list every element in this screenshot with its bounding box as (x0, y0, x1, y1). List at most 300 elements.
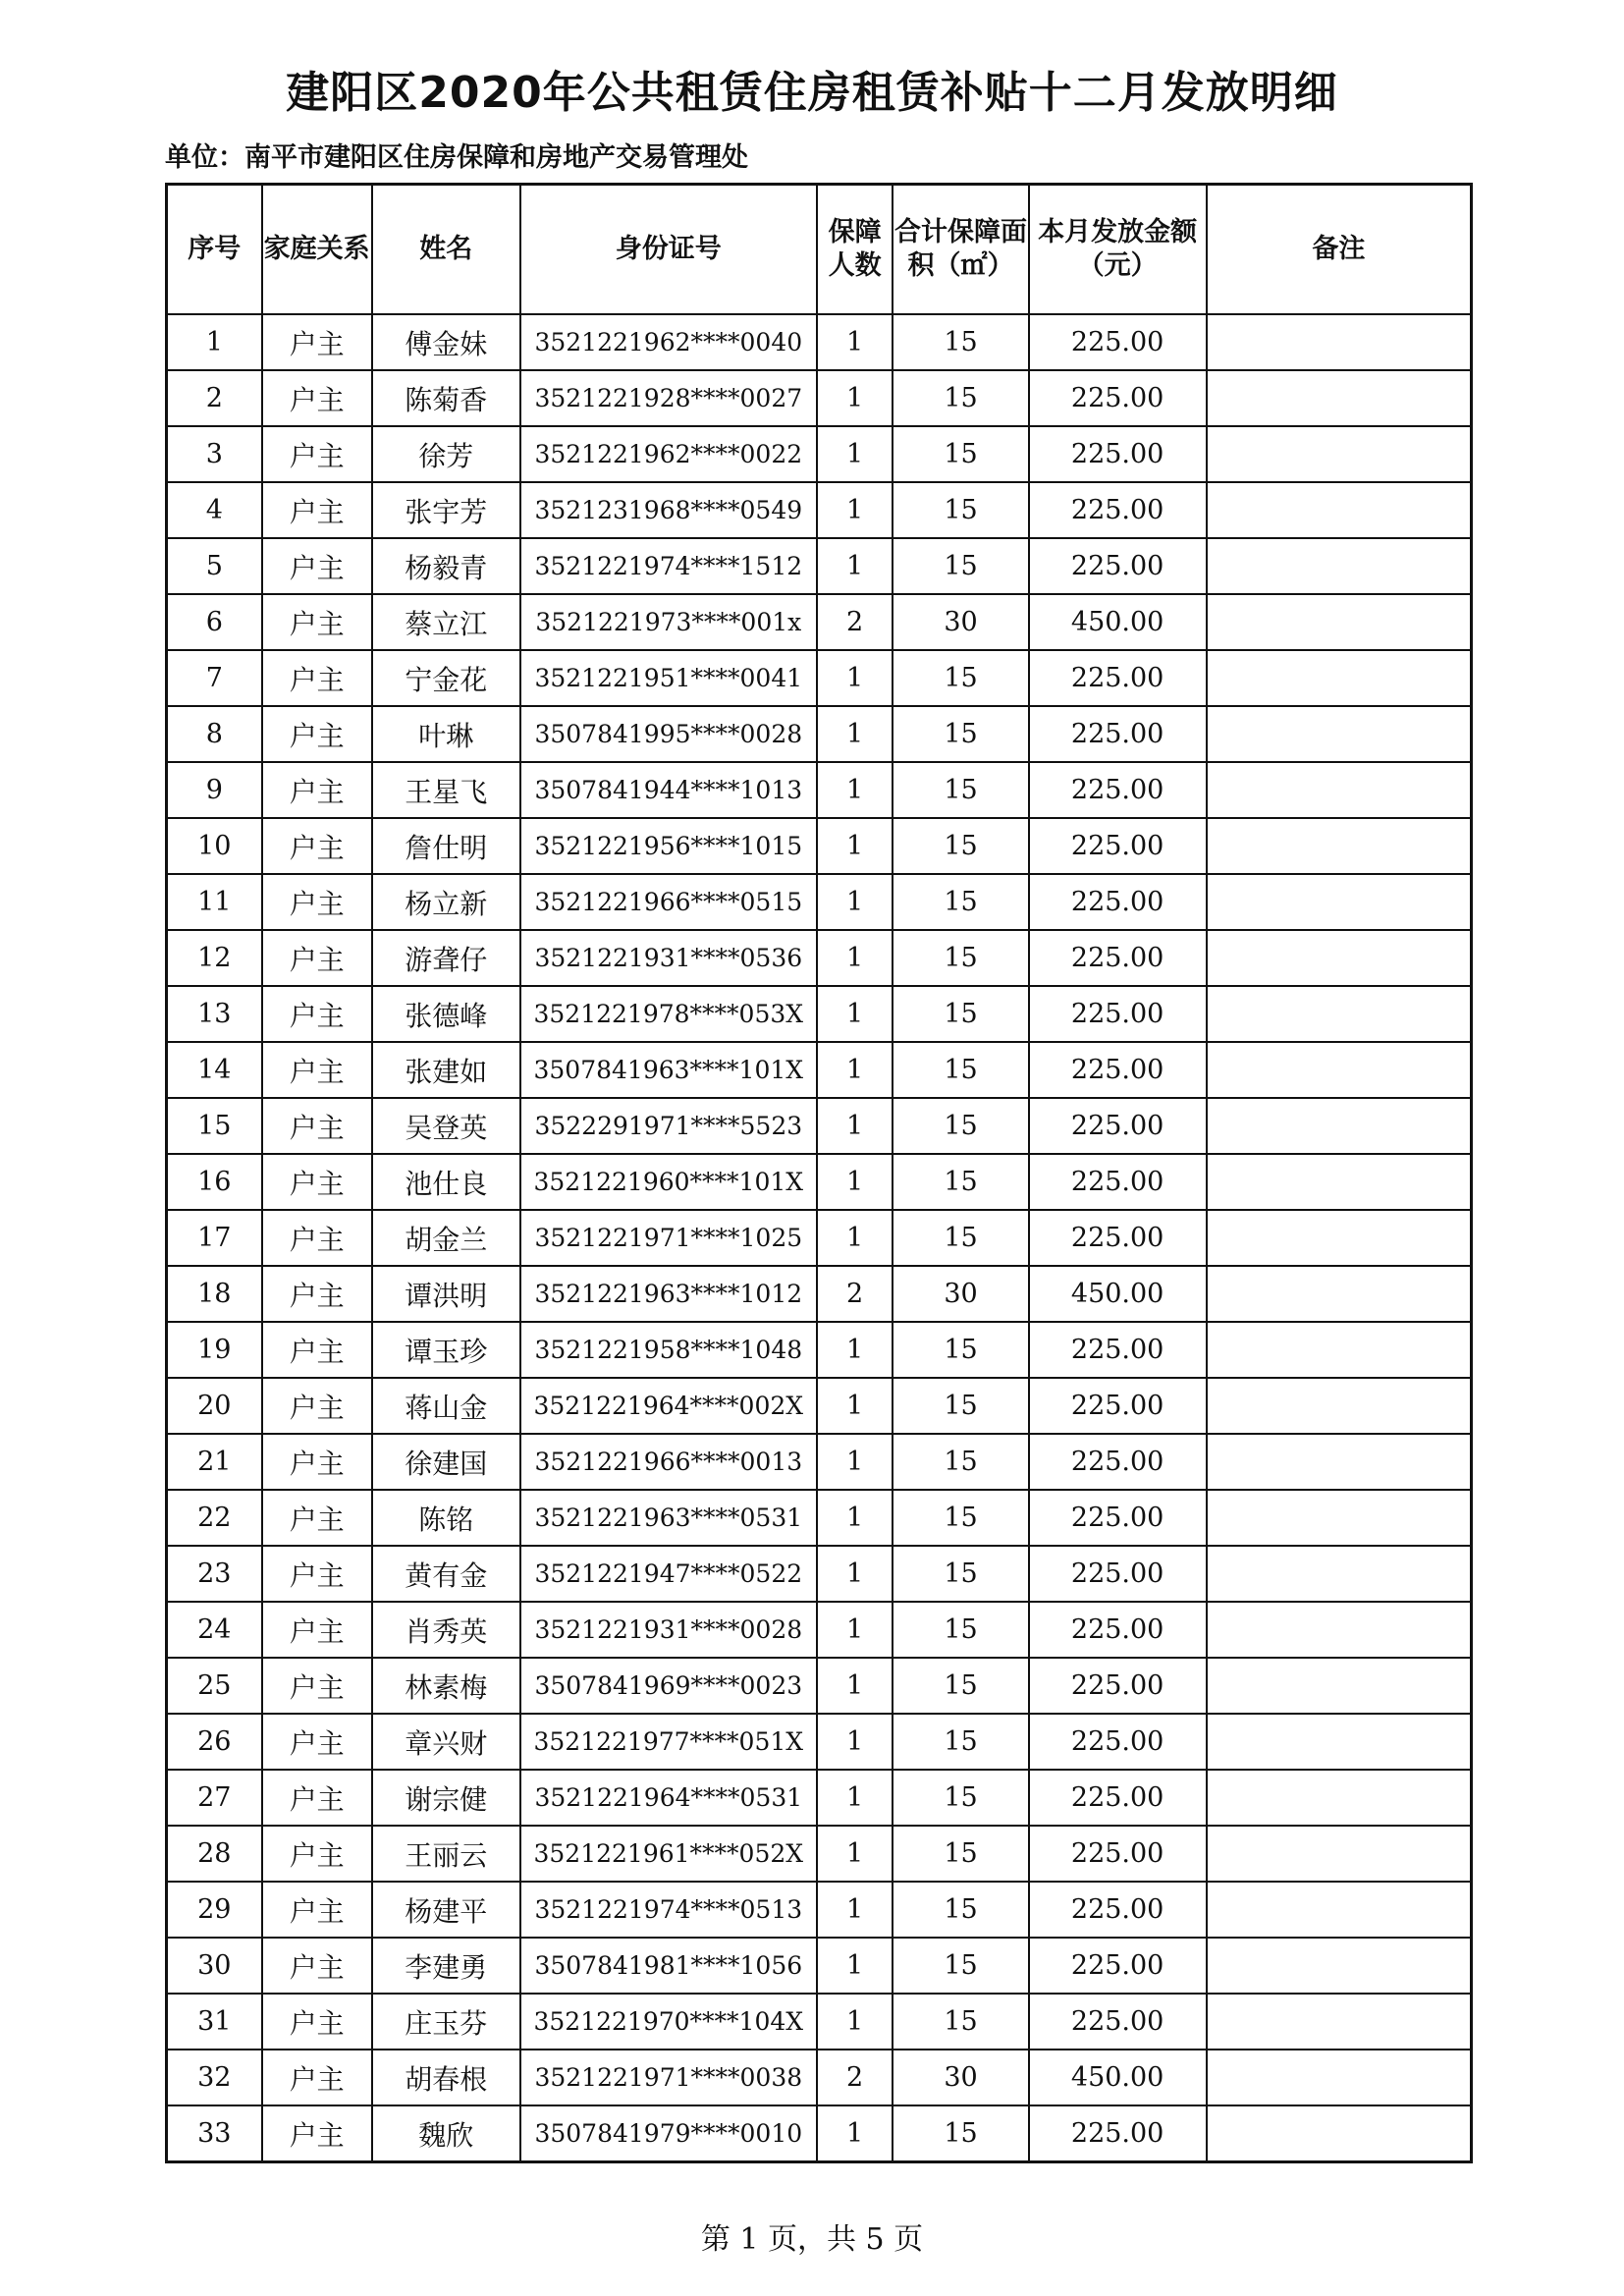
cell-amount: 225.00 (1029, 370, 1207, 426)
cell-amount: 225.00 (1029, 2105, 1207, 2162)
cell-amount: 225.00 (1029, 1042, 1207, 1098)
cell-remarks (1207, 1210, 1472, 1266)
table-row (167, 1658, 1472, 1714)
cell-seq: 12 (167, 930, 262, 986)
cell-name: 叶琳 (372, 706, 520, 762)
cell-id-number: 3521221963****1012 (520, 1266, 817, 1322)
table-row (167, 2050, 1472, 2105)
cell-amount: 225.00 (1029, 314, 1207, 370)
cell-relation: 户主 (262, 986, 372, 1042)
cell-remarks (1207, 1490, 1472, 1546)
table-row (167, 1938, 1472, 1994)
cell-persons: 2 (817, 2050, 893, 2105)
cell-amount: 450.00 (1029, 2050, 1207, 2105)
table-row (167, 1994, 1472, 2050)
cell-persons: 1 (817, 482, 893, 538)
header-amount: 本月发放金额（元） (1029, 185, 1207, 315)
cell-seq: 4 (167, 482, 262, 538)
cell-remarks (1207, 1714, 1472, 1770)
cell-id-number: 3521221963****0531 (520, 1490, 817, 1546)
cell-name: 池仕良 (372, 1154, 520, 1210)
cell-relation: 户主 (262, 1322, 372, 1378)
cell-amount: 225.00 (1029, 930, 1207, 986)
table-row (167, 1266, 1472, 1322)
cell-id-number: 3521221928****0027 (520, 370, 817, 426)
cell-id-number: 3521221947****0522 (520, 1546, 817, 1602)
cell-relation: 户主 (262, 1938, 372, 1994)
cell-id-number: 3521221974****0513 (520, 1882, 817, 1938)
cell-amount: 225.00 (1029, 1714, 1207, 1770)
cell-area: 15 (893, 1994, 1028, 2050)
cell-persons: 1 (817, 538, 893, 594)
cell-remarks (1207, 1826, 1472, 1882)
cell-id-number: 3521221956****1015 (520, 818, 817, 874)
cell-name: 杨立新 (372, 874, 520, 930)
cell-amount: 225.00 (1029, 874, 1207, 930)
cell-seq: 23 (167, 1546, 262, 1602)
cell-id-number: 3521221970****104X (520, 1994, 817, 2050)
cell-relation: 户主 (262, 482, 372, 538)
cell-area: 30 (893, 2050, 1028, 2105)
cell-persons: 1 (817, 1042, 893, 1098)
cell-seq: 20 (167, 1378, 262, 1434)
header-id-number: 身份证号 (520, 185, 817, 315)
cell-persons: 1 (817, 2105, 893, 2162)
cell-amount: 225.00 (1029, 1826, 1207, 1882)
header-relation: 家庭关系 (262, 185, 372, 315)
table-row (167, 762, 1472, 818)
cell-area: 15 (893, 1770, 1028, 1826)
header-seq: 序号 (167, 185, 262, 315)
cell-area: 15 (893, 1714, 1028, 1770)
cell-relation: 户主 (262, 706, 372, 762)
cell-id-number: 3521221973****001x (520, 594, 817, 650)
cell-area: 15 (893, 482, 1028, 538)
cell-area: 15 (893, 986, 1028, 1042)
table-row (167, 482, 1472, 538)
cell-area: 15 (893, 1938, 1028, 1994)
cell-relation: 户主 (262, 1210, 372, 1266)
table-row (167, 538, 1472, 594)
cell-remarks (1207, 930, 1472, 986)
cell-remarks (1207, 818, 1472, 874)
cell-remarks (1207, 1266, 1472, 1322)
header-persons: 保障人数 (817, 185, 893, 315)
table-row (167, 1546, 1472, 1602)
cell-relation: 户主 (262, 1042, 372, 1098)
cell-amount: 225.00 (1029, 426, 1207, 482)
cell-amount: 450.00 (1029, 1266, 1207, 1322)
cell-persons: 1 (817, 1826, 893, 1882)
cell-seq: 13 (167, 986, 262, 1042)
cell-amount: 225.00 (1029, 1546, 1207, 1602)
cell-id-number: 3521221961****052X (520, 1826, 817, 1882)
cell-name: 庄玉芬 (372, 1994, 520, 2050)
cell-name: 魏欣 (372, 2105, 520, 2162)
cell-relation: 户主 (262, 314, 372, 370)
cell-seq: 11 (167, 874, 262, 930)
cell-area: 15 (893, 874, 1028, 930)
cell-id-number: 3507841944****1013 (520, 762, 817, 818)
cell-remarks (1207, 1042, 1472, 1098)
cell-persons: 1 (817, 1714, 893, 1770)
cell-remarks (1207, 1546, 1472, 1602)
cell-seq: 9 (167, 762, 262, 818)
cell-seq: 33 (167, 2105, 262, 2162)
cell-id-number: 3521231968****0549 (520, 482, 817, 538)
cell-seq: 2 (167, 370, 262, 426)
cell-remarks (1207, 1658, 1472, 1714)
cell-persons: 1 (817, 1322, 893, 1378)
cell-id-number: 3521221978****053X (520, 986, 817, 1042)
cell-persons: 1 (817, 706, 893, 762)
cell-remarks (1207, 2050, 1472, 2105)
cell-persons: 1 (817, 1770, 893, 1826)
cell-id-number: 3521221960****101X (520, 1154, 817, 1210)
cell-id-number: 3507841969****0023 (520, 1658, 817, 1714)
table-row (167, 426, 1472, 482)
cell-name: 张宇芳 (372, 482, 520, 538)
cell-seq: 7 (167, 650, 262, 706)
cell-name: 吴登英 (372, 1098, 520, 1154)
cell-relation: 户主 (262, 1658, 372, 1714)
table-row (167, 314, 1472, 370)
cell-id-number: 3507841963****101X (520, 1042, 817, 1098)
cell-area: 30 (893, 1266, 1028, 1322)
cell-id-number: 3521221974****1512 (520, 538, 817, 594)
cell-remarks (1207, 650, 1472, 706)
cell-remarks (1207, 1434, 1472, 1490)
cell-name: 胡金兰 (372, 1210, 520, 1266)
cell-name: 林素梅 (372, 1658, 520, 1714)
table-row (167, 650, 1472, 706)
cell-relation: 户主 (262, 1266, 372, 1322)
cell-name: 胡春根 (372, 2050, 520, 2105)
cell-persons: 1 (817, 1434, 893, 1490)
cell-id-number: 3521221962****0040 (520, 314, 817, 370)
cell-area: 15 (893, 1882, 1028, 1938)
table-row (167, 1490, 1472, 1546)
cell-amount: 225.00 (1029, 1434, 1207, 1490)
cell-seq: 31 (167, 1994, 262, 2050)
cell-persons: 2 (817, 594, 893, 650)
cell-area: 15 (893, 1546, 1028, 1602)
cell-name: 王星飞 (372, 762, 520, 818)
cell-id-number: 3521221971****0038 (520, 2050, 817, 2105)
cell-remarks (1207, 538, 1472, 594)
table-row (167, 1210, 1472, 1266)
cell-name: 杨建平 (372, 1882, 520, 1938)
cell-seq: 6 (167, 594, 262, 650)
cell-area: 15 (893, 2105, 1028, 2162)
cell-id-number: 3521221971****1025 (520, 1210, 817, 1266)
cell-relation: 户主 (262, 1994, 372, 2050)
cell-area: 15 (893, 762, 1028, 818)
table-body (167, 314, 1472, 2162)
header-name: 姓名 (372, 185, 520, 315)
cell-relation: 户主 (262, 762, 372, 818)
cell-area: 15 (893, 1826, 1028, 1882)
cell-area: 15 (893, 650, 1028, 706)
cell-remarks (1207, 986, 1472, 1042)
table-row (167, 1098, 1472, 1154)
cell-amount: 225.00 (1029, 706, 1207, 762)
cell-relation: 户主 (262, 1602, 372, 1658)
cell-seq: 25 (167, 1658, 262, 1714)
cell-relation: 户主 (262, 2105, 372, 2162)
cell-name: 张建如 (372, 1042, 520, 1098)
cell-id-number: 3521221977****051X (520, 1714, 817, 1770)
page-indicator: 第 1 页，共 5 页 (700, 2222, 924, 2257)
cell-persons: 1 (817, 930, 893, 986)
cell-id-number: 3507841981****1056 (520, 1938, 817, 1994)
cell-persons: 1 (817, 1154, 893, 1210)
cell-remarks (1207, 1938, 1472, 1994)
cell-relation: 户主 (262, 1490, 372, 1546)
cell-amount: 225.00 (1029, 1658, 1207, 1714)
cell-persons: 1 (817, 370, 893, 426)
cell-relation: 户主 (262, 1546, 372, 1602)
cell-seq: 1 (167, 314, 262, 370)
cell-remarks (1207, 1770, 1472, 1826)
cell-seq: 26 (167, 1714, 262, 1770)
cell-name: 谢宗健 (372, 1770, 520, 1826)
cell-name: 张德峰 (372, 986, 520, 1042)
subsidy-table (165, 183, 1473, 2163)
cell-area: 30 (893, 594, 1028, 650)
table-row (167, 1602, 1472, 1658)
cell-remarks (1207, 1098, 1472, 1154)
cell-remarks (1207, 1378, 1472, 1434)
cell-name: 陈铭 (372, 1490, 520, 1546)
cell-seq: 28 (167, 1826, 262, 1882)
cell-id-number: 3521221951****0041 (520, 650, 817, 706)
table-row (167, 594, 1472, 650)
cell-persons: 1 (817, 1994, 893, 2050)
cell-amount: 225.00 (1029, 650, 1207, 706)
cell-amount: 225.00 (1029, 1322, 1207, 1378)
cell-relation: 户主 (262, 1770, 372, 1826)
cell-area: 15 (893, 1378, 1028, 1434)
cell-amount: 225.00 (1029, 818, 1207, 874)
table-row (167, 930, 1472, 986)
cell-persons: 1 (817, 762, 893, 818)
cell-persons: 1 (817, 1098, 893, 1154)
cell-amount: 225.00 (1029, 1938, 1207, 1994)
header-row (167, 185, 1472, 315)
document-title: 建阳区2020年公共租赁住房租赁补贴十二月发放明细 (286, 68, 1338, 118)
cell-relation: 户主 (262, 1098, 372, 1154)
cell-persons: 1 (817, 1490, 893, 1546)
cell-area: 15 (893, 426, 1028, 482)
cell-name: 陈菊香 (372, 370, 520, 426)
cell-seq: 16 (167, 1154, 262, 1210)
cell-persons: 1 (817, 1882, 893, 1938)
cell-name: 詹仕明 (372, 818, 520, 874)
cell-name: 黄有金 (372, 1546, 520, 1602)
cell-amount: 225.00 (1029, 1490, 1207, 1546)
header-area: 合计保障面积（㎡） (893, 185, 1028, 315)
cell-relation: 户主 (262, 930, 372, 986)
cell-seq: 22 (167, 1490, 262, 1546)
cell-remarks (1207, 2105, 1472, 2162)
cell-area: 15 (893, 1602, 1028, 1658)
cell-area: 15 (893, 1658, 1028, 1714)
cell-persons: 1 (817, 1602, 893, 1658)
cell-relation: 户主 (262, 1154, 372, 1210)
cell-amount: 225.00 (1029, 1098, 1207, 1154)
cell-relation: 户主 (262, 1882, 372, 1938)
cell-name: 谭玉珍 (372, 1322, 520, 1378)
cell-name: 蒋山金 (372, 1378, 520, 1434)
cell-persons: 1 (817, 1210, 893, 1266)
cell-persons: 1 (817, 874, 893, 930)
cell-seq: 3 (167, 426, 262, 482)
cell-name: 宁金花 (372, 650, 520, 706)
cell-id-number: 3507841979****0010 (520, 2105, 817, 2162)
cell-amount: 450.00 (1029, 594, 1207, 650)
cell-relation: 户主 (262, 1378, 372, 1434)
cell-seq: 15 (167, 1098, 262, 1154)
cell-seq: 17 (167, 1210, 262, 1266)
cell-remarks (1207, 594, 1472, 650)
cell-seq: 32 (167, 2050, 262, 2105)
cell-amount: 225.00 (1029, 1154, 1207, 1210)
table-row (167, 1154, 1472, 1210)
cell-persons: 2 (817, 1266, 893, 1322)
cell-seq: 30 (167, 1938, 262, 1994)
cell-amount: 225.00 (1029, 1882, 1207, 1938)
cell-persons: 1 (817, 426, 893, 482)
cell-seq: 24 (167, 1602, 262, 1658)
cell-remarks (1207, 482, 1472, 538)
cell-persons: 1 (817, 1938, 893, 1994)
cell-amount: 225.00 (1029, 1210, 1207, 1266)
cell-id-number: 3521221966****0515 (520, 874, 817, 930)
cell-relation: 户主 (262, 818, 372, 874)
cell-seq: 18 (167, 1266, 262, 1322)
table-row (167, 874, 1472, 930)
cell-amount: 225.00 (1029, 1770, 1207, 1826)
cell-remarks (1207, 1154, 1472, 1210)
cell-remarks (1207, 426, 1472, 482)
cell-amount: 225.00 (1029, 1602, 1207, 1658)
cell-persons: 1 (817, 314, 893, 370)
cell-amount: 225.00 (1029, 1378, 1207, 1434)
cell-relation: 户主 (262, 1434, 372, 1490)
cell-remarks (1207, 762, 1472, 818)
cell-remarks (1207, 370, 1472, 426)
cell-remarks (1207, 874, 1472, 930)
cell-area: 15 (893, 818, 1028, 874)
cell-name: 肖秀英 (372, 1602, 520, 1658)
cell-remarks (1207, 706, 1472, 762)
cell-relation: 户主 (262, 874, 372, 930)
table-row (167, 706, 1472, 762)
cell-seq: 14 (167, 1042, 262, 1098)
table-row (167, 2105, 1472, 2162)
table-row (167, 1714, 1472, 1770)
cell-id-number: 3522291971****5523 (520, 1098, 817, 1154)
cell-area: 15 (893, 1434, 1028, 1490)
cell-id-number: 3521221958****1048 (520, 1322, 817, 1378)
cell-area: 15 (893, 930, 1028, 986)
cell-area: 15 (893, 314, 1028, 370)
cell-area: 15 (893, 1098, 1028, 1154)
cell-name: 杨毅青 (372, 538, 520, 594)
cell-relation: 户主 (262, 426, 372, 482)
cell-area: 15 (893, 1042, 1028, 1098)
table-row (167, 818, 1472, 874)
cell-seq: 10 (167, 818, 262, 874)
cell-name: 李建勇 (372, 1938, 520, 1994)
cell-remarks (1207, 1882, 1472, 1938)
cell-relation: 户主 (262, 594, 372, 650)
table-row (167, 1042, 1472, 1098)
cell-relation: 户主 (262, 370, 372, 426)
table-row (167, 1378, 1472, 1434)
cell-id-number: 3521221962****0022 (520, 426, 817, 482)
cell-persons: 1 (817, 650, 893, 706)
cell-area: 15 (893, 1490, 1028, 1546)
cell-id-number: 3521221931****0536 (520, 930, 817, 986)
cell-relation: 户主 (262, 2050, 372, 2105)
cell-remarks (1207, 1994, 1472, 2050)
cell-name: 傅金妹 (372, 314, 520, 370)
cell-id-number: 3521221966****0013 (520, 1434, 817, 1490)
cell-seq: 21 (167, 1434, 262, 1490)
table-row (167, 1882, 1472, 1938)
cell-seq: 5 (167, 538, 262, 594)
cell-seq: 19 (167, 1322, 262, 1378)
cell-name: 徐建国 (372, 1434, 520, 1490)
cell-persons: 1 (817, 1658, 893, 1714)
cell-id-number: 3507841995****0028 (520, 706, 817, 762)
cell-remarks (1207, 1602, 1472, 1658)
cell-amount: 225.00 (1029, 762, 1207, 818)
table-row (167, 1322, 1472, 1378)
cell-name: 王丽云 (372, 1826, 520, 1882)
cell-id-number: 3521221931****0028 (520, 1602, 817, 1658)
cell-name: 谭洪明 (372, 1266, 520, 1322)
cell-area: 15 (893, 706, 1028, 762)
cell-seq: 29 (167, 1882, 262, 1938)
cell-persons: 1 (817, 1546, 893, 1602)
cell-remarks (1207, 314, 1472, 370)
cell-amount: 225.00 (1029, 538, 1207, 594)
cell-id-number: 3521221964****002X (520, 1378, 817, 1434)
table-row (167, 1434, 1472, 1490)
cell-persons: 1 (817, 818, 893, 874)
cell-name: 游聋仔 (372, 930, 520, 986)
cell-amount: 225.00 (1029, 482, 1207, 538)
cell-relation: 户主 (262, 538, 372, 594)
table-row (167, 1770, 1472, 1826)
cell-name: 蔡立江 (372, 594, 520, 650)
table-row (167, 370, 1472, 426)
cell-area: 15 (893, 1322, 1028, 1378)
cell-relation: 户主 (262, 1826, 372, 1882)
table-row (167, 1826, 1472, 1882)
cell-name: 章兴财 (372, 1714, 520, 1770)
cell-area: 15 (893, 538, 1028, 594)
cell-persons: 1 (817, 986, 893, 1042)
issuing-unit: 单位：南平市建阳区住房保障和房地产交易管理处 (165, 142, 748, 173)
cell-area: 15 (893, 1210, 1028, 1266)
cell-remarks (1207, 1322, 1472, 1378)
cell-area: 15 (893, 1154, 1028, 1210)
cell-amount: 225.00 (1029, 986, 1207, 1042)
